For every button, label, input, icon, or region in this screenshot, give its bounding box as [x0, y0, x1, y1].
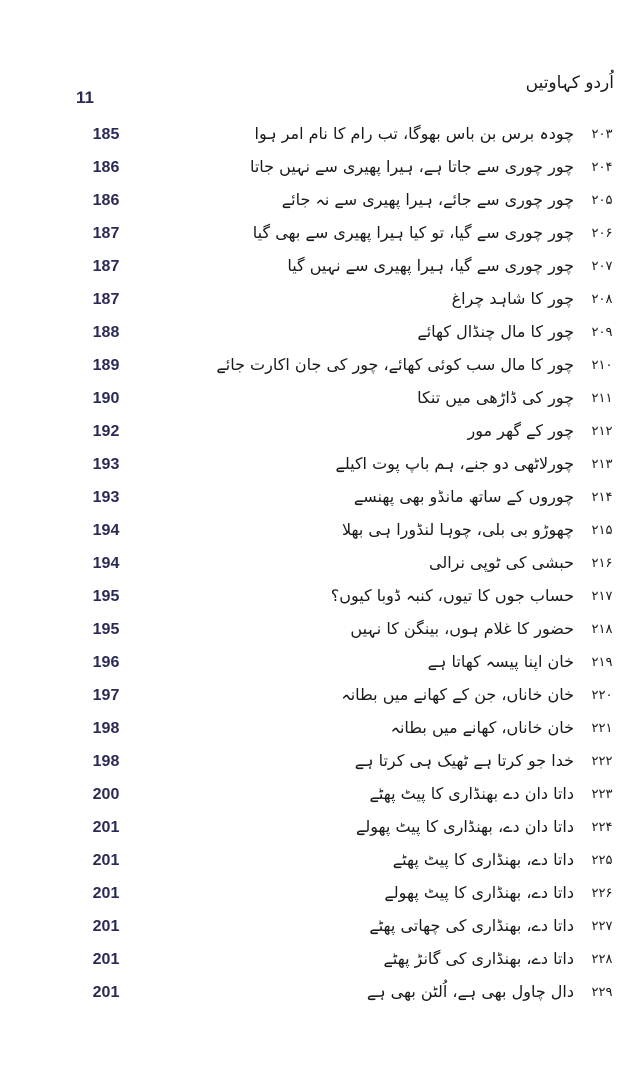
toc-entry-title: چور چوری سے گیا، ہیرا پھیری سے نہیں گیا	[287, 256, 574, 275]
toc-entry	[0, 550, 632, 578]
toc-entry	[0, 187, 632, 215]
toc-entry-title: حساب جوں کا تیوں، کنبہ ڈوبا کیوں؟	[330, 586, 574, 605]
toc-entry-number: ۲۱۲	[591, 424, 613, 439]
toc-entry-number: ۲۲۳	[591, 787, 613, 802]
toc-entry	[0, 121, 632, 149]
toc-entry-page: 192	[92, 423, 120, 440]
toc-entry-page: 194	[92, 555, 120, 572]
toc-entry-number: ۲۱۴	[591, 490, 613, 505]
toc-entry-page: 187	[92, 225, 120, 242]
toc-entry	[0, 649, 632, 677]
toc-entry	[0, 979, 632, 1007]
toc-entry-number: ۲۰۵	[591, 193, 613, 208]
toc-entry	[0, 517, 632, 545]
toc-entry-page: 195	[92, 588, 120, 605]
toc-entry-title: خان خاناں، جن کے کھانے میں بطانہ	[341, 685, 574, 704]
toc-entry-title: حضور کا غلام ہوں، بینگن کا نہیں	[350, 619, 574, 638]
toc-entry-number: ۲۱۹	[591, 655, 613, 670]
toc-entry-title: چورلاٹھی دو جنے، ہم باپ پوت اکیلے	[335, 454, 574, 473]
toc-entry-number: ۲۱۱	[591, 391, 613, 406]
toc-entry-number: ۲۰۸	[591, 292, 613, 307]
toc-entry-title: چور کا شاہد چراغ	[451, 289, 574, 308]
toc-entry	[0, 154, 632, 182]
toc-entry-page: 187	[92, 258, 120, 275]
toc-entry-number: ۲۲۲	[591, 754, 613, 769]
toc-entry-page: 190	[92, 390, 120, 407]
toc-entry-title: خدا جو کرتا ہے ٹھیک ہی کرتا ہے	[354, 751, 574, 770]
toc-entry-title: چھوڑو بی بلی، چوہا لنڈورا ہی بھلا	[341, 520, 574, 539]
toc-entry-title: خان اپنا پیسہ کھاتا ہے	[427, 652, 574, 671]
toc-entry-number: ۲۲۰	[591, 688, 613, 703]
toc-entry-page: 201	[92, 951, 120, 968]
toc-entry-page: 201	[92, 918, 120, 935]
toc-entry-number: ۲۱۸	[591, 622, 613, 637]
toc-entry	[0, 682, 632, 710]
toc-entry-title: دال چاول بھی ہے، اُلٹن بھی ہے	[366, 982, 574, 1001]
toc-entry-title: داتا دے، بھنڈاری کا پیٹ پھولے	[384, 883, 574, 902]
toc-entry-title: چور کا مال چنڈال کھائے	[417, 322, 574, 341]
toc-entry-page: 186	[92, 192, 120, 209]
toc-entry-title: چور کے گھر مور	[467, 421, 574, 440]
toc-entry	[0, 616, 632, 644]
toc-entry-page: 201	[92, 852, 120, 869]
toc-entry-page: 195	[92, 621, 120, 638]
toc-entry-title: چور چوری سے جائے، ہیرا پھیری سے نہ جائے	[281, 190, 574, 209]
toc-entry-number: ۲۲۸	[591, 952, 613, 967]
toc-entry-number: ۲۲۷	[591, 919, 613, 934]
toc-entry-title: چوروں کے ساتھ مانڈو بھی پھنسے	[353, 487, 574, 506]
toc-entry-number: ۲۱۰	[591, 358, 613, 373]
toc-entry-number: ۲۲۶	[591, 886, 613, 901]
toc-entry-page: 193	[92, 456, 120, 473]
toc-entry-number: ۲۰۷	[591, 259, 613, 274]
toc-entry-number: ۲۲۱	[591, 721, 613, 736]
toc-entry-page: 201	[92, 984, 120, 1001]
toc-entry-title: داتا دے، بھنڈاری کا پیٹ پھٹے	[392, 850, 574, 869]
toc-entry-page: 185	[92, 126, 120, 143]
toc-entry-title: خان خاناں، کھانے میں بطانہ	[390, 718, 574, 737]
toc-entry-page: 201	[92, 885, 120, 902]
toc-entry	[0, 781, 632, 809]
toc-entry	[0, 352, 632, 380]
toc-entry-title: چور کی ڈاڑھی میں تنکا	[417, 388, 574, 407]
toc-entry	[0, 880, 632, 908]
toc-entry	[0, 847, 632, 875]
toc-entry	[0, 484, 632, 512]
toc-entry-number: ۲۲۵	[591, 853, 613, 868]
toc-entry-number: ۲۰۹	[591, 325, 613, 340]
toc-entry-page: 198	[92, 720, 120, 737]
toc-entry-page: 187	[92, 291, 120, 308]
toc-entry-title: چور چوری سے گیا، تو کیا ہیرا پھیری سے بھی گیا	[252, 223, 574, 242]
toc-entry-title: داتا دان دے بھنڈاری کا پیٹ پھٹے	[369, 784, 574, 803]
toc-entry-title: چور کا مال سب کوئی کھائے، چور کی جان اکارت جائے	[216, 355, 574, 374]
toc-entry-page: 200	[92, 786, 120, 803]
toc-entry-title: چور چوری سے جاتا ہے، ہیرا پھیری سے نہیں جاتا	[249, 157, 574, 176]
toc-entry-number: ۲۰۴	[591, 160, 613, 175]
toc-entry-number: ۲۱۵	[591, 523, 613, 538]
toc-entry-number: ۲۰۶	[591, 226, 613, 241]
toc-entry-number: ۲۱۶	[591, 556, 613, 571]
toc-entry-number: ۲۲۹	[591, 985, 613, 1000]
toc-entry	[0, 253, 632, 281]
toc-entry-page: 193	[92, 489, 120, 506]
toc-entry	[0, 913, 632, 941]
toc-entry-number: ۲۱۷	[591, 589, 613, 604]
toc-entry-page: 197	[92, 687, 120, 704]
toc-entry	[0, 946, 632, 974]
running-header: اُردو کہاوتیں	[525, 73, 614, 93]
toc-entry	[0, 451, 632, 479]
toc-entry	[0, 385, 632, 413]
toc-entry-title: داتا دے، بھنڈاری کی گانڑ پھٹے	[383, 949, 574, 968]
toc-entry-number: ۲۲۴	[591, 820, 613, 835]
toc-entry-page: 186	[92, 159, 120, 176]
toc-entry	[0, 814, 632, 842]
toc-entry-title: حبشی کی ٹوپی نرالی	[429, 553, 574, 572]
toc-entry-page: 189	[92, 357, 120, 374]
toc-entry	[0, 220, 632, 248]
toc-entry	[0, 715, 632, 743]
toc-entry-number: ۲۱۳	[591, 457, 613, 472]
toc-entry-page: 188	[92, 324, 120, 341]
toc-entry-page: 196	[92, 654, 120, 671]
toc-entry	[0, 418, 632, 446]
toc-entry-page: 198	[92, 753, 120, 770]
toc-entry-title: داتا دے، بھنڈاری کی چھاتی پھٹے	[369, 916, 574, 935]
toc-entry	[0, 286, 632, 314]
toc-entry-page: 201	[92, 819, 120, 836]
toc-entry-title: داتا دان دے، بھنڈاری کا پیٹ پھولے	[356, 817, 574, 836]
toc-entry	[0, 583, 632, 611]
toc-entry-title: چودہ برس بن باس بھوگا، تب رام کا نام امر ہوا	[254, 124, 574, 143]
toc-entry	[0, 748, 632, 776]
toc-entry-number: ۲۰۳	[591, 127, 613, 142]
toc-entry-page: 194	[92, 522, 120, 539]
toc-entry	[0, 319, 632, 347]
page-number: 11	[76, 88, 94, 107]
